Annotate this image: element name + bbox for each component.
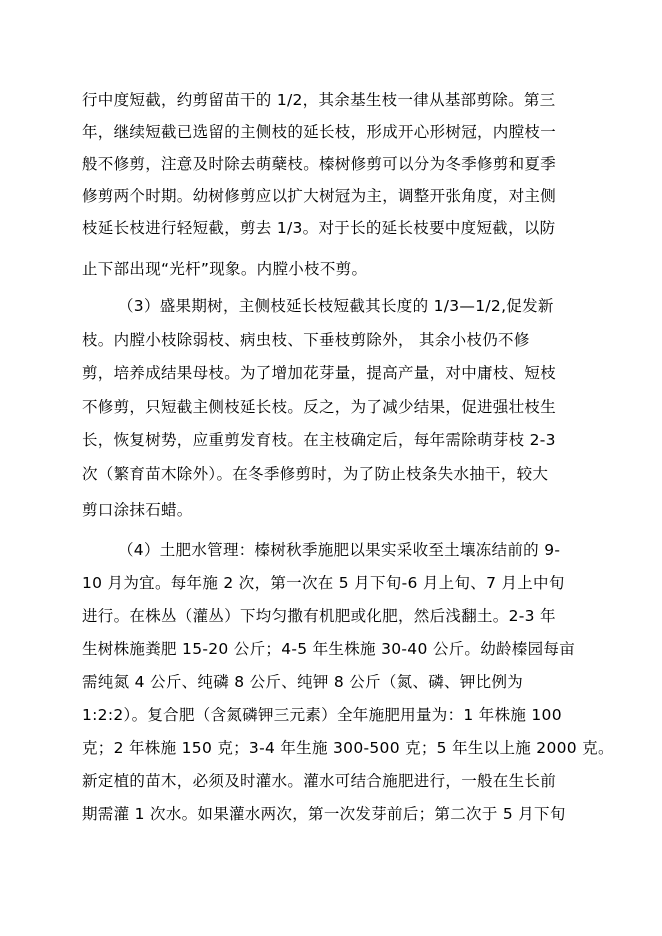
text-line: 枝。内膛小枝除弱枝、病虫枝、下垂枝剪除外， 其余小枝仍不修 xyxy=(82,331,530,349)
text-line: 克；2 年株施 150 克；3-4 年生施 300-500 克；5 年生以上施 2000 克。 xyxy=(82,739,614,757)
text-line: 期需灌 1 次水。如果灌水两次，第一次发芽前后；第二次于 5 月下旬 xyxy=(82,805,566,823)
paragraph-start-line: （3）盛果期树，主侧枝延长枝短截其长度的 1/3—1/2,促发新 xyxy=(118,297,554,315)
text-line: 般不修剪，注意及时除去萌蘖枝。榛树修剪可以分为冬季修剪和夏季 xyxy=(82,155,557,173)
text-line: 10 月为宜。每年施 2 次，第一次在 5 月下旬-6 月上旬、7 月上中旬 xyxy=(82,574,565,592)
text-line: 剪口涂抹石蜡。 xyxy=(82,501,193,519)
text-line: 年，继续短截已选留的主侧枝的延长枝，形成开心形树冠，内膛枝一 xyxy=(82,123,557,141)
text-line: 长，恢复树势，应重剪发育枝。在主枝确定后，每年需除萌芽枝 2-3 xyxy=(82,431,556,449)
text-line: 不修剪，只短截主侧枝延长枝。反之，为了减少结果，促进强壮枝生 xyxy=(82,398,557,416)
text-line: 生树株施粪肥 15-20 公斤；4-5 年生株施 30-40 公斤。幼龄榛园每亩 xyxy=(82,640,576,658)
paragraph-start-line: （4）土肥水管理：榛树秋季施肥以果实采收至土壤冻结前的 9- xyxy=(118,541,561,559)
text-line: 剪，培养成结果母枝。为了增加花芽量，提高产量，对中庸枝、短枝 xyxy=(82,364,557,382)
text-line: 新定植的苗木，必须及时灌水。灌水可结合施肥进行，一般在生长前 xyxy=(82,772,557,790)
text-line: 止下部出现“光杆”现象。内膛小枝不剪。 xyxy=(82,260,368,278)
text-line: 次（繁育苗木除外）。在冬季修剪时，为了防止枝条失水抽干，较大 xyxy=(82,465,549,483)
text-line: 1:2:2）。复合肥（含氮磷钾三元素）全年施肥用量为：1 年株施 100 xyxy=(82,706,562,724)
text-line: 进行。在株丛（灌丛）下均匀撒有机肥或化肥，然后浅翻土。2-3 年 xyxy=(82,607,556,625)
text-line: 修剪两个时期。幼树修剪应以扩大树冠为主，调整开张角度，对主侧 xyxy=(82,187,557,205)
text-line: 行中度短截，约剪留苗干的 1/2，其余基生枝一律从基部剪除。第三 xyxy=(82,91,556,109)
text-line: 需纯氮 4 公斤、纯磷 8 公斤、纯钾 8 公斤（氮、磷、钾比例为 xyxy=(82,673,524,691)
text-line: 枝延长枝进行轻短截，剪去 1/3。对于长的延长枝要中度短截，以防 xyxy=(82,219,556,237)
